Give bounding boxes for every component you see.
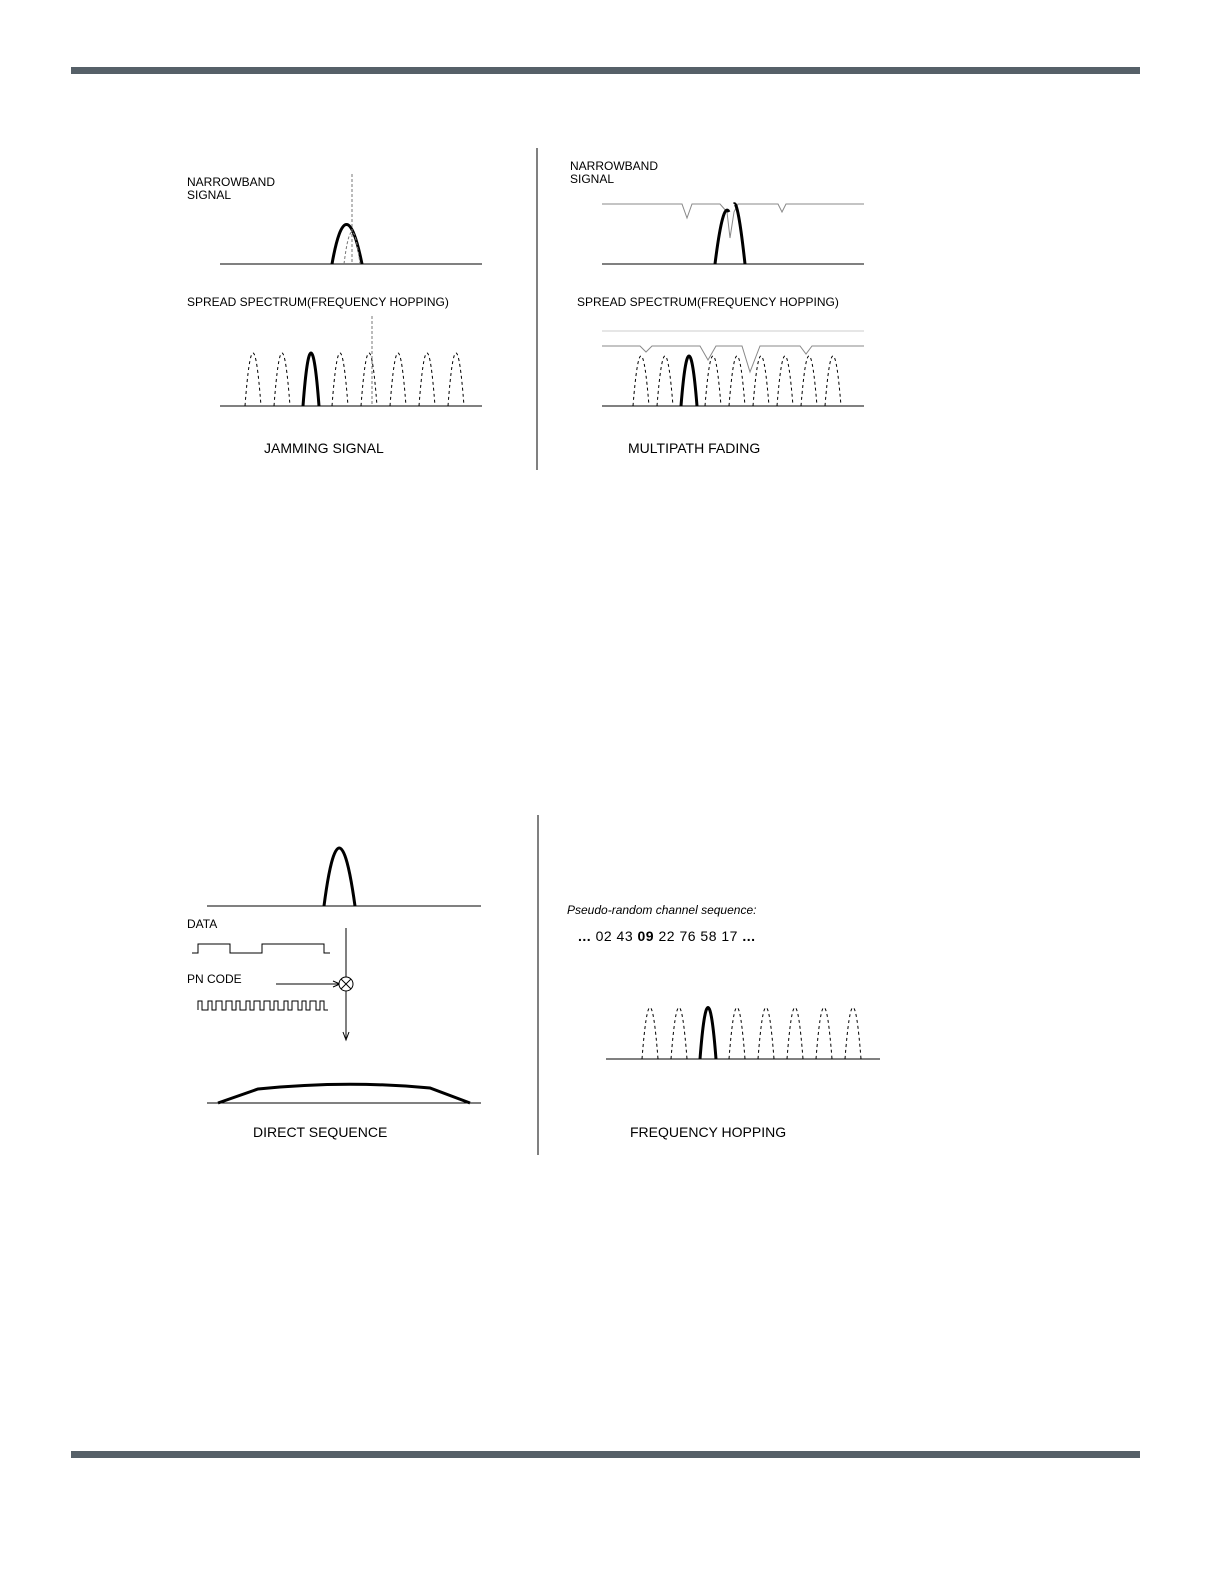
channel-sequence [578, 928, 756, 944]
sequence-label: Pseudo-random channel sequence: [567, 903, 757, 917]
pn-code-label: PN CODE [187, 972, 242, 986]
hop-channel [633, 356, 649, 406]
hop-channel [816, 1008, 832, 1060]
hop-channel [657, 356, 673, 406]
hop-channel [753, 356, 769, 406]
hop-channel [787, 1008, 803, 1060]
narrowband-signal [332, 225, 362, 265]
channel-number: 43 [616, 928, 634, 944]
hop-channel [801, 356, 817, 406]
hop-channel [825, 356, 841, 406]
hop-channel [332, 353, 348, 406]
hop-channel [245, 353, 261, 406]
hop-channel [729, 356, 745, 406]
narrowband-label: NARROWBAND SIGNAL [570, 159, 659, 186]
channel-number: 58 [700, 928, 717, 944]
multiplier-icon [339, 977, 353, 991]
spread-signal [218, 1084, 470, 1103]
hop-channels [633, 356, 841, 406]
multipath-caption: MULTIPATH FADING [628, 440, 761, 456]
narrowband-signal [324, 848, 355, 906]
pn-code-waveform [198, 1001, 328, 1010]
hop-channel [419, 353, 435, 406]
channel-number: 02 [595, 928, 613, 944]
jamming-caption: JAMMING SIGNAL [264, 440, 384, 456]
hop-channels [642, 1008, 861, 1060]
frequency-hopping-caption: FREQUENCY HOPPING [630, 1124, 787, 1140]
spread-spectrum-label: SPREAD SPECTRUM(FREQUENCY HOPPING) [187, 295, 449, 309]
channel-number: 76 [679, 928, 697, 944]
direct-sequence-caption: DIRECT SEQUENCE [253, 1124, 388, 1140]
data-label: DATA [187, 917, 218, 931]
current-channel: 09 [637, 928, 655, 944]
spread-spectrum-label: SPREAD SPECTRUM(FREQUENCY HOPPING) [577, 295, 839, 309]
channel-number: 17 [721, 928, 738, 944]
hop-channel [642, 1008, 658, 1060]
hop-channel [777, 356, 793, 406]
hop-channels [245, 353, 464, 406]
hop-channel [705, 356, 721, 406]
ellipsis: ... [578, 928, 592, 944]
hop-channel [274, 353, 290, 406]
active-channel [700, 1008, 716, 1060]
data-waveform [192, 944, 330, 953]
channel-number: 22 [658, 928, 676, 944]
fading-profile [602, 204, 864, 238]
active-channel [303, 353, 319, 406]
ellipsis: ... [742, 928, 756, 944]
hop-channel [390, 353, 406, 406]
hop-channel [845, 1008, 861, 1060]
narrowband-label: NARROWBAND SIGNAL [187, 175, 276, 202]
active-channel [681, 356, 697, 406]
hop-channel [448, 353, 464, 406]
hop-channel [361, 353, 377, 406]
hop-channel [729, 1008, 745, 1060]
hop-channel [671, 1008, 687, 1060]
hop-channel [758, 1008, 774, 1060]
